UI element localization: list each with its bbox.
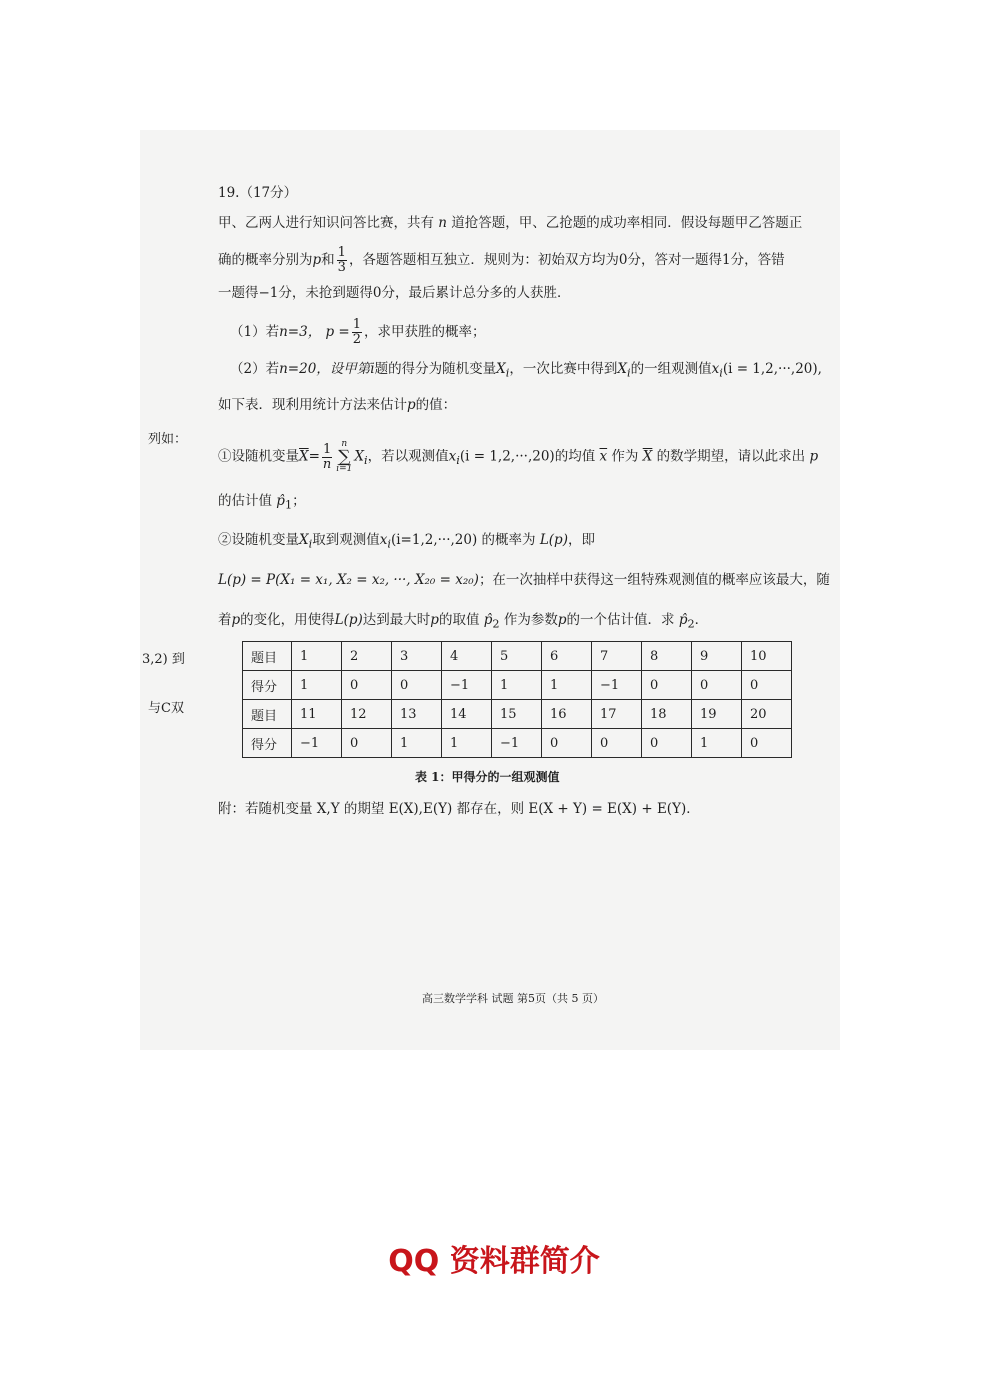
table-cell: 1 [392,729,442,758]
table-cell: 0 [542,729,592,758]
var-xbar: $\overline{x}$ [599,448,608,465]
fraction-denominator: 2 [352,332,362,347]
m1-text: ，若以观测值 [367,448,449,465]
m2-text: 的一个估计值．求 [566,612,675,628]
var-p: p [312,252,322,268]
subscript-i: i [626,366,631,380]
m2-text: 着 [218,612,232,628]
table-cell: 10 [742,642,792,671]
table-cell: 1 [292,671,342,700]
var-xi: x [711,361,720,377]
table-cell: 9 [692,642,742,671]
method-2-line2 [218,571,830,589]
var-p: p [557,612,567,628]
intro-text: 确的概率分别为 [218,252,313,268]
m1-text: 的估计值 [218,493,272,509]
row-header-question: 题目 [243,642,292,671]
table-cell: 1 [292,642,342,671]
subscript-i: i [505,366,510,380]
subscript-2: 2 [687,617,695,631]
table-cell: 0 [642,671,692,700]
observation-table [242,641,792,758]
fraction-one-third [337,246,347,275]
summation [336,440,352,474]
table-cell: 0 [342,729,392,758]
m2-text: ． [694,612,709,628]
table-cell: 3 [392,642,442,671]
var-n: n [438,215,447,231]
m2-text: 的取值 [438,612,480,628]
var-Lp: L(p) [539,532,568,548]
method-2-line3 [218,611,708,634]
table-cell: −1 [592,671,642,700]
table-cell: 0 [342,671,392,700]
var-xi: x [379,532,388,548]
question-2-line2 [218,396,456,414]
sum-lower: i=1 [336,464,353,474]
subscript-i: i [719,366,723,380]
table-cell: 0 [642,729,692,758]
q1-condition: n=3， [279,324,322,340]
problem-intro-line2 [218,246,785,275]
table-row-questions-1 [243,642,792,671]
question-2-line1 [230,360,822,383]
var-Xbar: $\overline{X}$ [299,448,309,465]
m2-text: 取到观测值 [312,532,380,548]
table-cell: 6 [542,642,592,671]
intro-text: ，各题答题相互独立．规则为：初始双方均为0分，答对一题得1分，答错 [348,252,785,268]
intro-text: 和 [321,252,335,268]
intro-text: 道抢答题，甲、乙抢题的成功率相同．假设每题甲乙答题正 [451,215,803,231]
m1-range: (i = 1,2,···,20)的均值 [459,448,596,465]
table-cell: 1 [442,729,492,758]
method-1-line1 [218,440,818,474]
likelihood-formula: L(p) = P(X₁ = x₁, X₂ = x₂, ···, X₂₀ = x₂₀) [218,572,479,588]
subscript-i: i [308,537,313,551]
method-1-line2 [218,492,306,515]
table-cell: 16 [542,700,592,729]
table-caption: 表 1：甲得分的一组观测值 [415,770,560,784]
m1-text: 的数学期望，请以此求出 [656,448,806,465]
table-cell: 2 [342,642,392,671]
m2-range: (i=1,2,···,20) 的概率为 [390,532,536,548]
table-cell: 12 [342,700,392,729]
fraction-numerator: 1 [337,245,346,260]
table-cell: −1 [292,729,342,758]
m1-text: ①设随机变量 [218,448,299,465]
table-cell: 8 [642,642,692,671]
table-cell: 4 [442,642,492,671]
problem-intro-line3: 一题得−1分，未抢到题得0分，最后累计总分多的人获胜． [218,285,571,301]
table-cell: 0 [742,671,792,700]
question-1 [230,318,486,347]
margin-note-a: 3,2) 到 [142,652,185,667]
m2-text: ②设随机变量 [218,532,299,548]
method-2-line1 [218,531,595,554]
sum-upper: n [341,439,348,449]
q2-text: （2）若 [230,361,280,377]
var-p: p [809,448,819,465]
table-cell: 15 [492,700,542,729]
var-i: i [370,361,375,377]
table-cell: 11 [292,700,342,729]
q2-text: 的值： [415,397,457,413]
fraction-numerator: 1 [322,441,332,457]
table-cell: 0 [392,671,442,700]
var-Xi: X [299,532,309,548]
subscript-1: 1 [284,498,293,512]
var-p: p [407,397,416,413]
row-header-score: 得分 [243,729,292,758]
page-footer: 高三数学学科 试题 第5页（共 5 页） [422,992,604,1005]
q2-text: 如下表．现利用统计方法来估计 [218,397,407,413]
m2-text: ，即 [567,532,595,548]
table-cell: 7 [592,642,642,671]
subscript-i: i [387,537,391,551]
q1-p: p = [325,324,350,340]
table-cell: 0 [742,729,792,758]
var-Xi: X [617,361,627,377]
q1-text: （1）若 [230,324,280,340]
fraction-denominator: n [322,456,332,472]
intro-text: 甲、乙两人进行知识问答比赛，共有 [218,215,434,231]
table-cell: 20 [742,700,792,729]
table-row-scores-1 [243,671,792,700]
table-cell: −1 [492,729,542,758]
q2-text: ，一次比赛中得到 [509,361,618,377]
subscript-i: i [364,454,368,468]
table-cell: 17 [592,700,642,729]
m2-text: 的变化，用使得 [240,612,335,628]
table-cell: 1 [692,729,742,758]
var-Xbar: $\overline{X}$ [642,448,653,465]
row-header-score: 得分 [243,671,292,700]
m1-text: 作为 [611,448,639,465]
q2-text: 的一组观测值 [630,361,712,377]
subscript-2: 2 [492,617,500,631]
sum-symbol: ∑ [338,447,351,467]
q1-text: ，求甲获胜的概率； [364,324,486,340]
table-cell: −1 [442,671,492,700]
problem-number: 19.（17分） [218,185,298,201]
appendix-note: 附：若随机变量 X,Y 的期望 E(X),E(Y) 都存在，则 E(X + Y) = E(X) + E(Y)． [218,801,700,817]
table-row-scores-2 [243,729,792,758]
table-cell: 14 [442,700,492,729]
table-cell: 1 [542,671,592,700]
var-Xi: X [496,361,506,377]
table-cell: 1 [492,671,542,700]
var-p-hat: p̂ [678,612,688,628]
var-p-hat: p̂ [483,612,493,628]
var-xi: x [448,448,457,465]
m2-text: 作为参数 [503,612,558,628]
m2-text: 达到最大时 [362,612,431,628]
fraction-half [352,318,362,347]
var-Xi: X [354,448,364,465]
q2-text: n=20，设甲第 [279,361,371,377]
fraction-numerator: 1 [352,317,362,332]
margin-note-example: 列如： [148,432,188,447]
subscript-i: i [456,454,460,468]
table-cell: 13 [392,700,442,729]
m1-text: ； [292,493,306,509]
table-cell: 18 [642,700,692,729]
row-header-question: 题目 [243,700,292,729]
table-cell: 5 [492,642,542,671]
var-p: p [231,612,241,628]
promo-title: QQ 资料群简介 [388,1244,600,1279]
m2-text: ；在一次抽样中获得这一组特殊观测值的概率应该最大，随 [478,572,830,588]
fraction-denominator: 3 [337,260,346,275]
fraction-one-over-n [322,443,332,472]
problem-intro-line1 [218,214,802,232]
margin-note-b: 与C双 [148,701,184,716]
q2-text: 题的得分为随机变量 [374,361,497,377]
q2-range: (i = 1,2,···,20), [722,361,822,377]
var-Lp: L(p) [334,612,363,628]
var-p: p [430,612,439,628]
table-cell: 0 [692,671,742,700]
table-cell: 0 [592,729,642,758]
var-p-hat: p̂ [276,493,285,509]
table-row-questions-2 [243,700,792,729]
table-cell: 19 [692,700,742,729]
equals-sign: = [308,448,320,465]
